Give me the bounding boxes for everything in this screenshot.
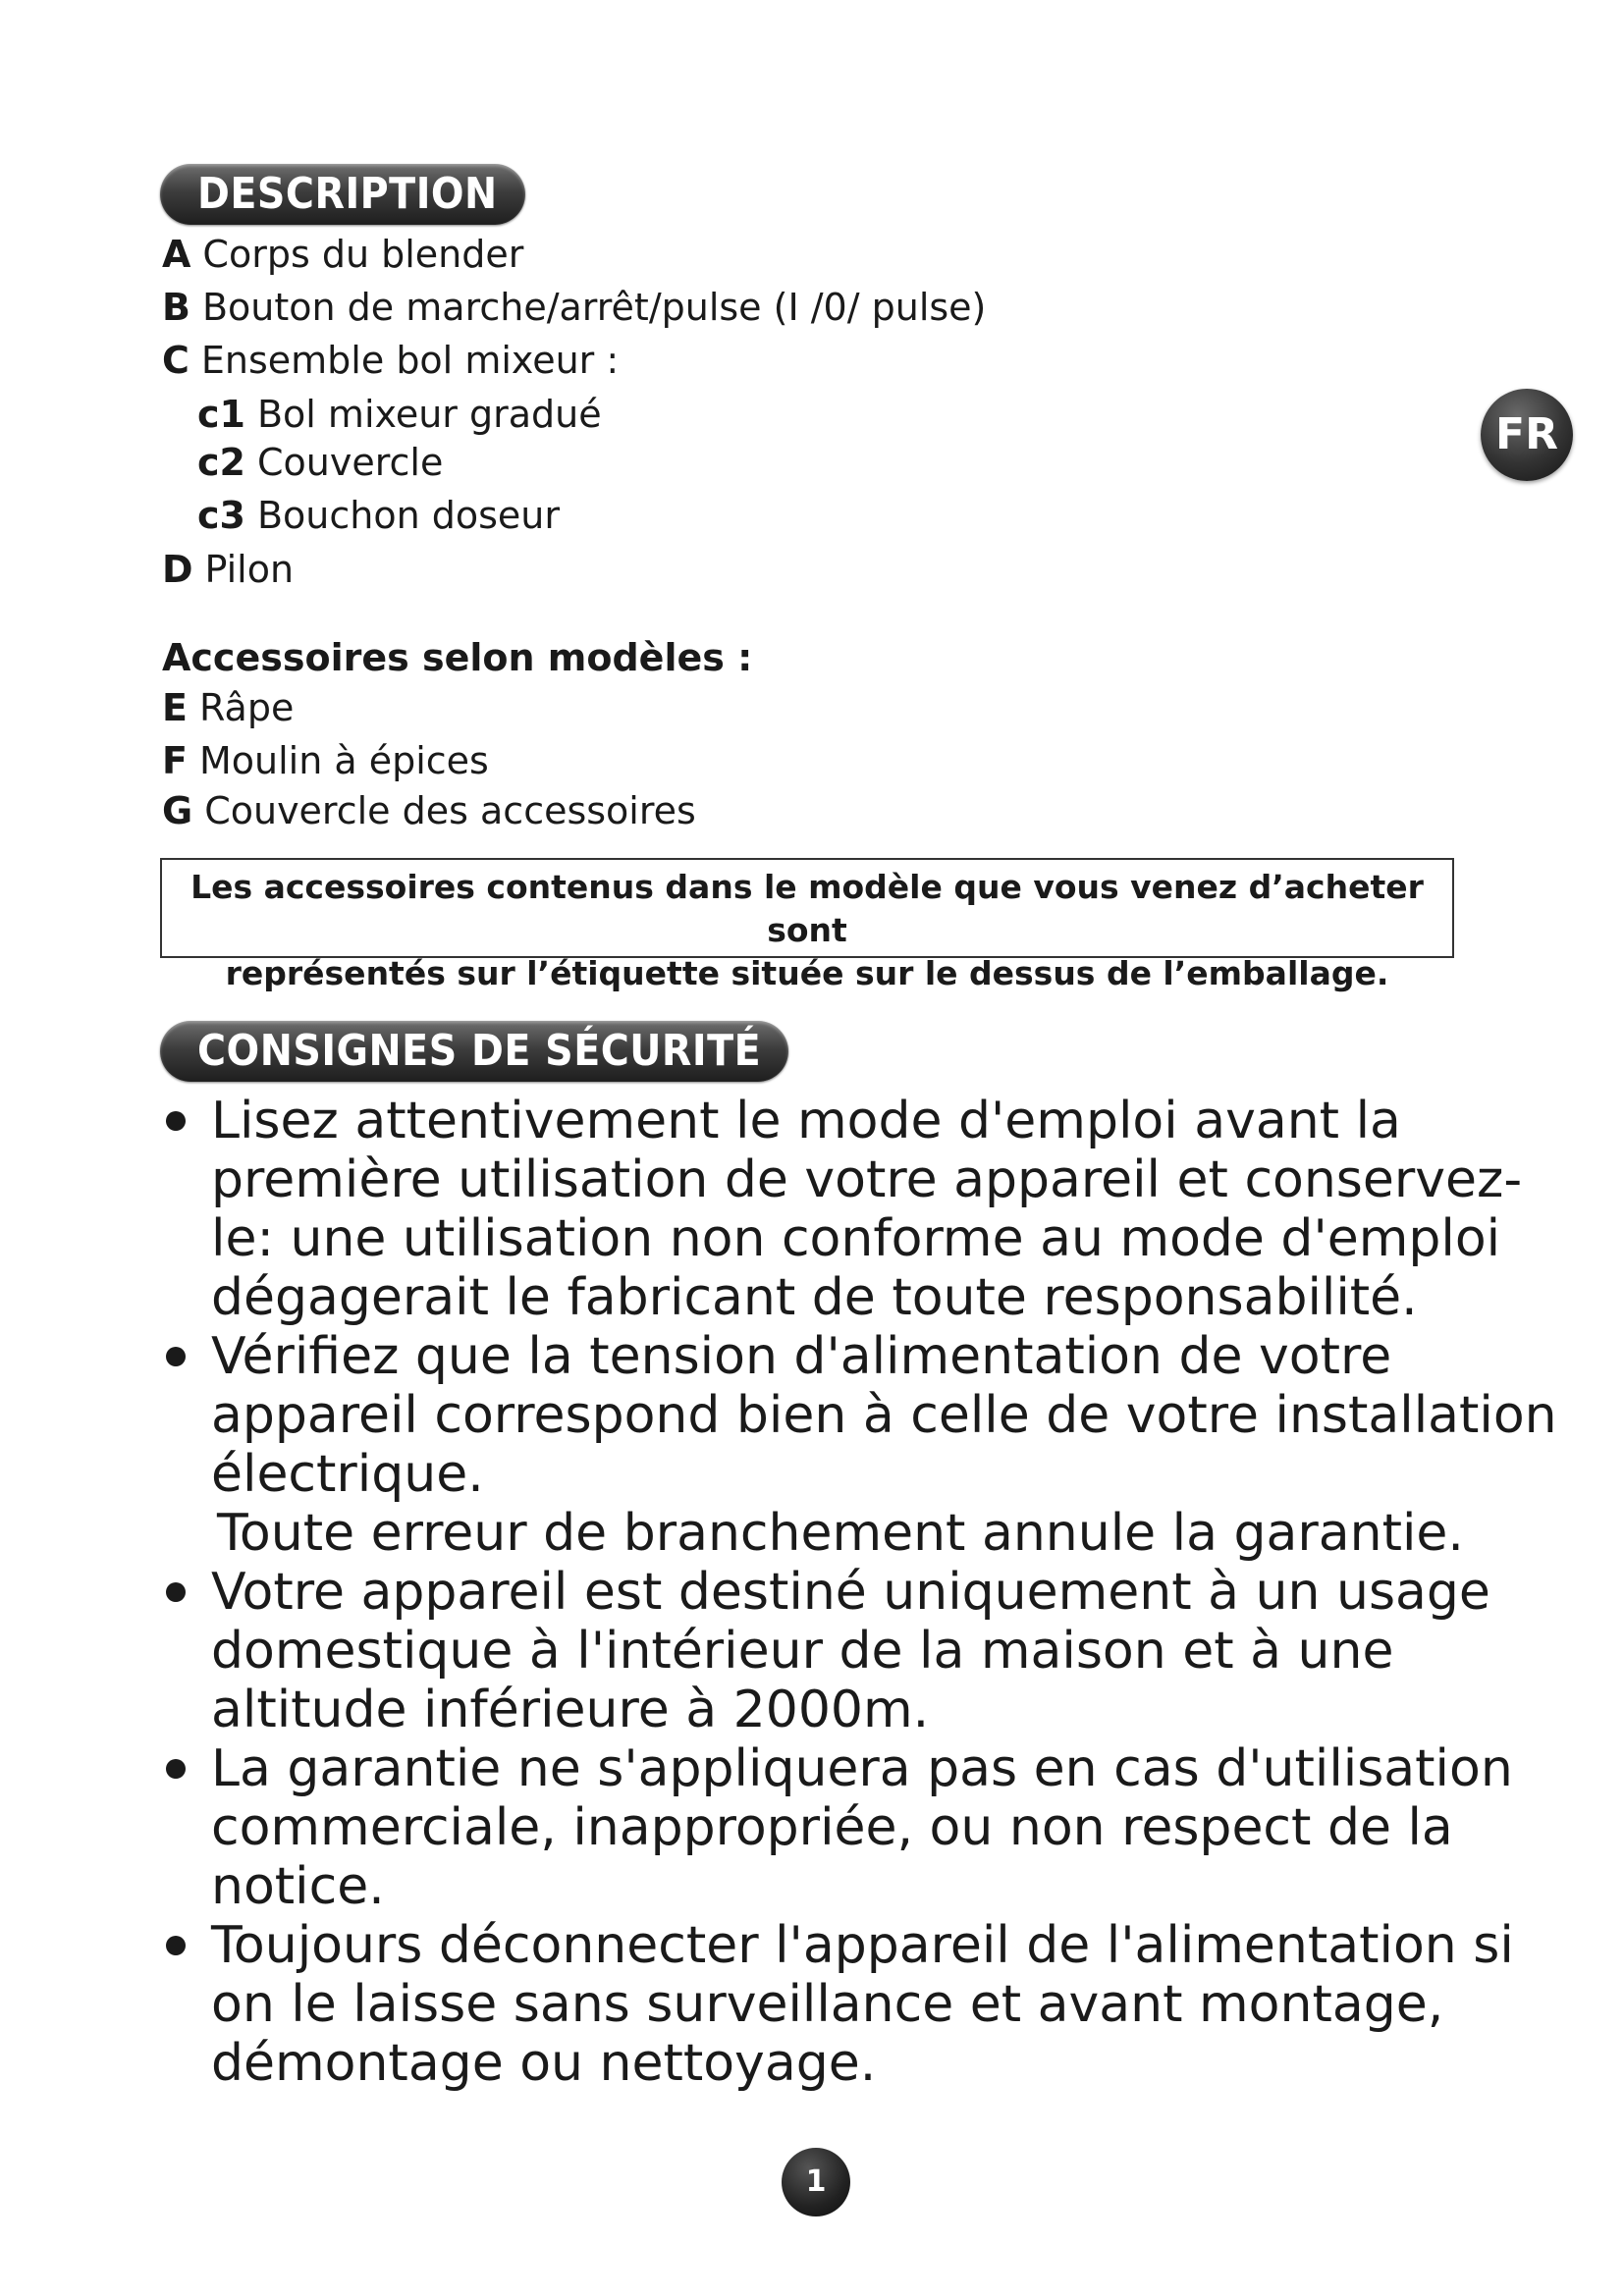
safety-heading: CONSIGNES DE SÉCURITÉ xyxy=(160,1021,788,1082)
safety-item xyxy=(162,1092,1537,1327)
list-item: B Bouton de marche/arrêt/pulse (I /0/ pulse) xyxy=(162,286,987,329)
accessories-heading: Accessoires selon modèles : xyxy=(162,636,753,679)
text-line: dégagerait le fabricant de toute responsabilité. xyxy=(211,1268,1418,1327)
text-line: on le laisse sans surveillance et avant montage, xyxy=(211,1975,1444,2034)
list-item: C Ensemble bol mixeur : xyxy=(162,339,620,382)
text-line: démontage ou nettoyage. xyxy=(211,2034,877,2093)
notice-line: représentés sur l’étiquette située sur le dessus de l’emballage. xyxy=(225,954,1389,992)
text-line: Toujours déconnecter l'appareil de l'alimentation si xyxy=(211,1916,1514,1975)
list-item: c3 Bouchon doseur xyxy=(197,494,561,537)
list-item: D Pilon xyxy=(162,548,295,591)
text-line: électrique. xyxy=(211,1445,484,1504)
safety-item xyxy=(162,1739,1537,1916)
bullet-icon xyxy=(166,1582,186,1602)
text-line: Votre appareil est destiné uniquement à un usage xyxy=(211,1563,1490,1622)
text-line: notice. xyxy=(211,1857,385,1916)
text-line: première utilisation de votre appareil et conservez- xyxy=(211,1150,1523,1209)
bullet-icon xyxy=(166,1936,186,1955)
accessories-notice xyxy=(160,858,1454,992)
language-badge: FR xyxy=(1481,389,1573,481)
notice-line: Les accessoires contenus dans le modèle que vous venez d’acheter sont xyxy=(190,868,1424,949)
list-item: E Râpe xyxy=(162,686,295,729)
text-line: Lisez attentivement le mode d'emploi avant la xyxy=(211,1092,1401,1150)
safety-item xyxy=(162,1563,1537,1739)
text-line: le: une utilisation non conforme au mode d'emploi xyxy=(211,1209,1501,1268)
text-line: altitude inférieure à 2000m. xyxy=(211,1681,930,1739)
bullet-icon xyxy=(166,1347,186,1366)
list-item: F Moulin à épices xyxy=(162,739,489,782)
safety-list xyxy=(162,1092,1557,2093)
text-line: Vérifiez que la tension d'alimentation de votre xyxy=(211,1327,1392,1386)
list-item: A Corps du blender xyxy=(162,233,524,276)
bullet-icon xyxy=(166,1111,186,1131)
safety-item xyxy=(162,1916,1537,2093)
description-heading: DESCRIPTION xyxy=(160,164,525,225)
text-line: commerciale, inappropriée, ou non respect de la xyxy=(211,1798,1453,1857)
safety-item xyxy=(162,1327,1557,1563)
page-number: 1 xyxy=(782,2148,850,2216)
text-line: Toute erreur de branchement annule la garantie. xyxy=(217,1504,1464,1563)
bullet-icon xyxy=(166,1759,186,1779)
list-item: G Couvercle des accessoires xyxy=(162,789,696,832)
text-line: La garantie ne s'appliquera pas en cas d'utilisation xyxy=(211,1739,1513,1798)
list-item: c2 Couvercle xyxy=(197,441,444,484)
text-line: domestique à l'intérieur de la maison et à une xyxy=(211,1622,1394,1681)
text-line: appareil correspond bien à celle de votre installation xyxy=(211,1386,1557,1445)
list-item: c1 Bol mixeur gradué xyxy=(197,393,602,436)
